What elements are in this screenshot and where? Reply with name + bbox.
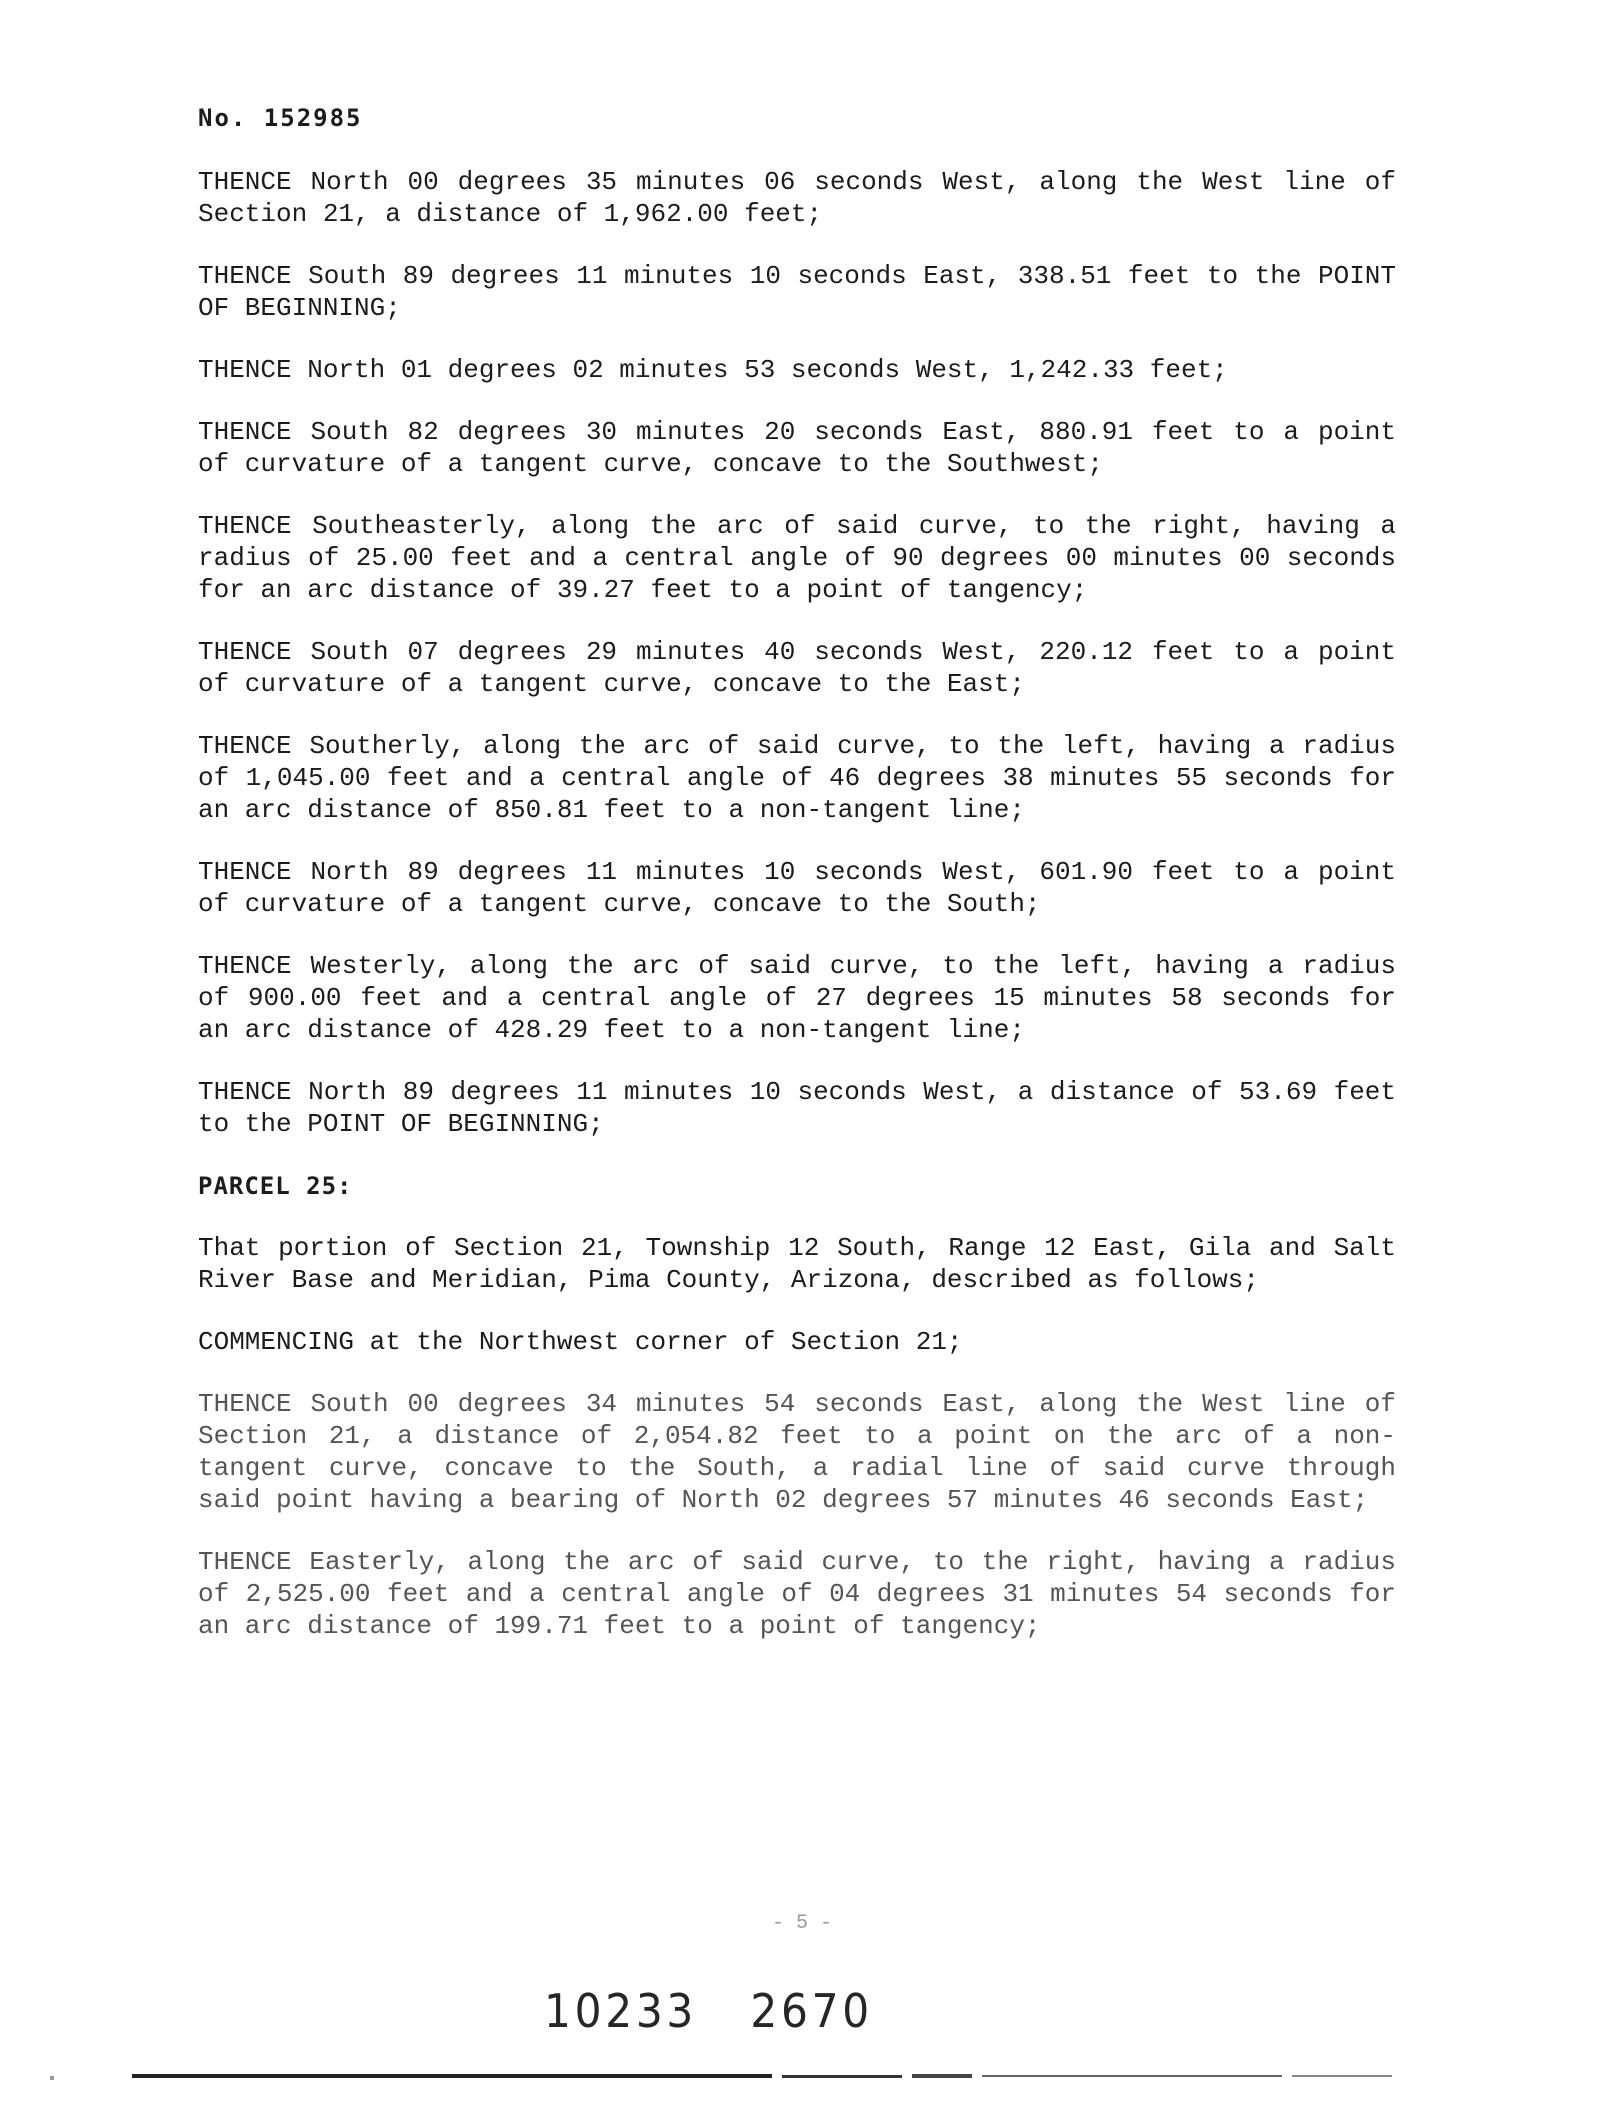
paragraph: THENCE South 07 degrees 29 minutes 40 seconds West, 220.12 feet to a point of curvature of a tangent curve, concave to the East; — [198, 637, 1396, 699]
paragraph: THENCE Easterly, along the arc of said curve, to the right, having a radius of 2,525.00 feet and a central angle of 04 degrees 31 minutes 54 seconds for an arc distance of 199.71 feet to a point of tangency; — [198, 1547, 1396, 1641]
parcel-heading: PARCEL 25: — [198, 1172, 353, 1200]
recording-stamp — [544, 1984, 873, 2038]
paragraph: THENCE North 00 degrees 35 minutes 06 seconds West, along the West line of Section 21, a distance of 1,962.00 feet; — [198, 167, 1396, 229]
paragraph: THENCE Westerly, along the arc of said curve, to the left, having a radius of 900.00 feet and a central angle of 27 degrees 15 minutes 58 seconds for an arc distance of 428.29 feet to a non-tangent line; — [198, 951, 1396, 1045]
document-number: No. 152985 — [198, 104, 363, 132]
scan-edge-line — [132, 2072, 1392, 2080]
paragraph: THENCE North 01 degrees 02 minutes 53 seconds West, 1,242.33 feet; — [198, 355, 1228, 385]
scan-mark — [50, 2076, 54, 2080]
paragraph: THENCE North 89 degrees 11 minutes 10 seconds West, a distance of 53.69 feet to the POINT OF BEGINNING; — [198, 1077, 1396, 1139]
page-number: - 5 - — [772, 1912, 833, 1935]
paragraph: COMMENCING at the Northwest corner of Section 21; — [198, 1327, 963, 1357]
recording-book-number: 10233 — [544, 1984, 698, 2038]
paragraph: THENCE South 89 degrees 11 minutes 10 seconds East, 338.51 feet to the POINT OF BEGINNING; — [198, 261, 1396, 323]
paragraph: THENCE South 82 degrees 30 minutes 20 seconds East, 880.91 feet to a point of curvature of a tangent curve, concave to the Southwest; — [198, 417, 1396, 479]
legal-description — [198, 166, 1396, 1672]
paragraph: THENCE South 00 degrees 34 minutes 54 seconds East, along the West line of Section 21, a distance of 2,054.82 feet to a point on the arc of a non-tangent curve, concave to the South, a radial line of said curve through said point having a bearing of North 02 degrees 57 minutes 46 seconds East; — [198, 1389, 1396, 1515]
paragraph: THENCE Southerly, along the arc of said curve, to the left, having a radius of 1,045.00 feet and a central angle of 46 degrees 38 minutes 55 seconds for an arc distance of 850.81 feet to a non-tangent line; — [198, 731, 1396, 825]
paragraph: THENCE North 89 degrees 11 minutes 10 seconds West, 601.90 feet to a point of curvature of a tangent curve, concave to the South; — [198, 857, 1396, 919]
paragraph: THENCE Southeasterly, along the arc of said curve, to the right, having a radius of 25.00 feet and a central angle of 90 degrees 00 minutes 00 seconds for an arc distance of 39.27 feet to a point of tangency; — [198, 511, 1396, 605]
recording-page-number: 2670 — [750, 1984, 873, 2038]
paragraph: That portion of Section 21, Township 12 South, Range 12 East, Gila and Salt River Base and Meridian, Pima County, Arizona, described as follows; — [198, 1233, 1396, 1295]
